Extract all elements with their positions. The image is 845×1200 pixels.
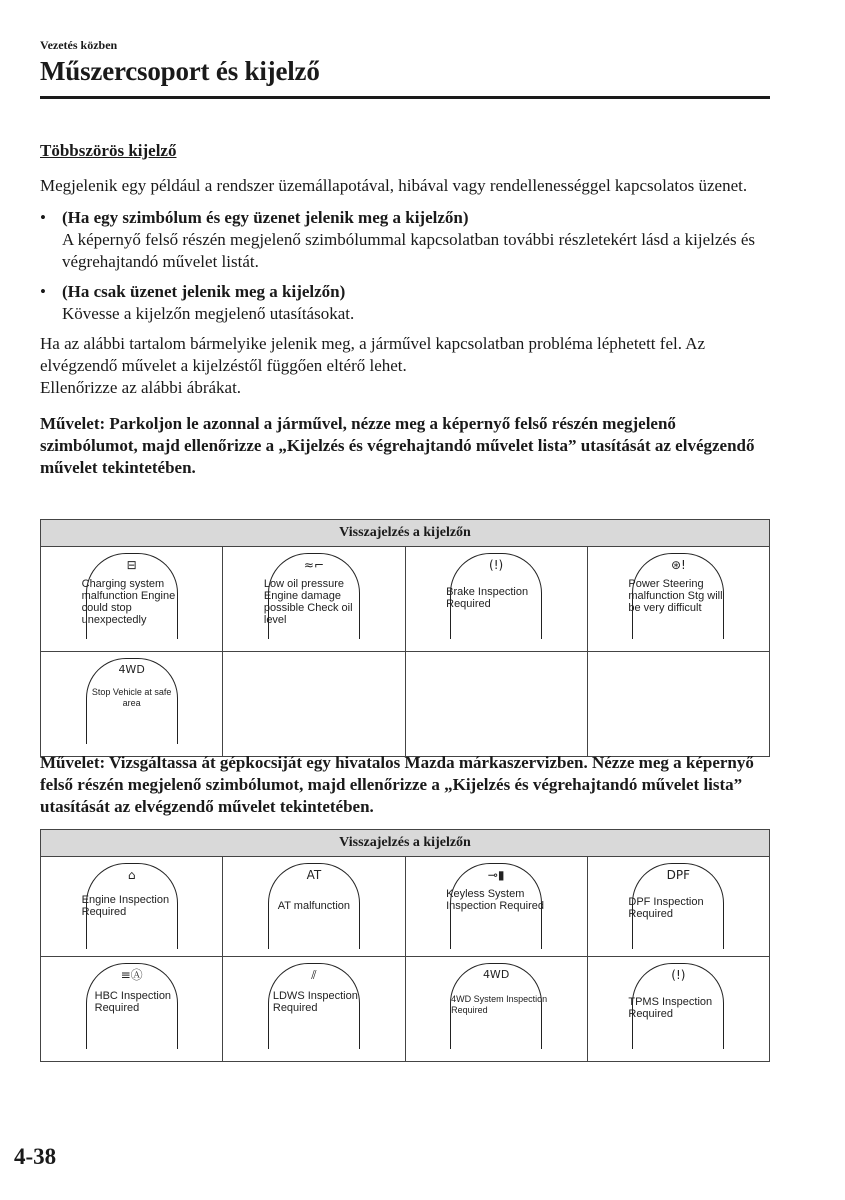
table-cell bbox=[41, 547, 223, 651]
table-cell-empty bbox=[406, 652, 588, 756]
bullet-body: A képernyő felső részén megjelenő szimbólummal kapcsolatban további részletekért lásd a kijelzés és végrehajtandó művelet listát. bbox=[62, 230, 755, 271]
display-message: Keyless System Inspection Required bbox=[446, 888, 544, 912]
display-message: TPMS Inspection Required bbox=[628, 996, 713, 1020]
action-1-text: Művelet: Parkoljon le azonnal a járművel, nézze meg a képernyő felső részén megjelenő szimbólumot, majd ellenőrizze a „Kijelzés és végrehajtandó művelet lista” utasítását az elvégzendő művelet tekintetében. bbox=[40, 414, 755, 477]
display-message: Brake Inspection Required bbox=[446, 586, 529, 610]
section-label: Vezetés közben bbox=[40, 38, 118, 52]
note-paragraph: Ha az alábbi tartalom bármelyike jelenik meg, a járművel kapcsolatban probléma léphetett fel. Az elvégzendő művelet a kijelzéstől függően eltérő lehet. bbox=[40, 334, 706, 375]
note-paragraph-2: Ellenőrizze az alábbi ábrákat. bbox=[40, 378, 242, 397]
ldws-icon: ⫽ bbox=[311, 968, 317, 982]
display-message: HBC Inspection Required bbox=[94, 990, 172, 1014]
table-cell-empty bbox=[223, 652, 405, 756]
table-row bbox=[41, 957, 769, 1061]
at-label-icon: AT bbox=[306, 868, 322, 882]
indicator-table-2 bbox=[40, 829, 770, 1062]
intro-paragraph: Megjelenik egy például a rendszer üzemállapotával, hibával vagy rendellenességgel kapcsolatos üzenet. bbox=[40, 176, 748, 195]
indicator-table-1 bbox=[40, 519, 770, 757]
table-cell bbox=[588, 857, 769, 956]
display-screen bbox=[446, 863, 544, 949]
table-row bbox=[41, 857, 769, 957]
table-cell bbox=[223, 857, 405, 956]
table-header: Visszajelzés a kijelzőn bbox=[41, 520, 769, 547]
table-cell bbox=[406, 547, 588, 651]
bullet-item bbox=[40, 207, 772, 273]
table-cell bbox=[41, 652, 223, 756]
page-number: 4-38 bbox=[14, 1144, 57, 1169]
display-screen bbox=[268, 863, 360, 949]
table-cell-empty bbox=[588, 652, 769, 756]
power-steering-icon: ⊛! bbox=[670, 558, 686, 572]
display-screen bbox=[450, 963, 548, 1049]
display-message: Charging system malfunction Engine could stop unexpectedly bbox=[81, 578, 176, 626]
dpf-label-icon: DPF bbox=[666, 868, 691, 882]
bullet-icon: • bbox=[40, 282, 46, 301]
tpms-icon: (!) bbox=[671, 968, 686, 982]
display-screen bbox=[86, 658, 178, 744]
display-screen bbox=[628, 863, 724, 949]
title-divider bbox=[40, 96, 770, 99]
oil-can-icon: ≈⌐ bbox=[303, 558, 324, 572]
4wd-label-icon: 4WD bbox=[118, 663, 145, 676]
display-screen bbox=[628, 553, 724, 639]
display-message: Power Steering malfunction Stg will be very difficult bbox=[628, 578, 723, 614]
display-screen bbox=[268, 963, 360, 1049]
battery-icon: ⊟ bbox=[126, 558, 137, 572]
table-cell bbox=[223, 547, 405, 651]
display-screen bbox=[86, 963, 178, 1049]
table-cell bbox=[406, 857, 588, 956]
display-message: 4WD System Inspection Required bbox=[451, 994, 548, 1015]
page-title: Műszercsoport és kijelző bbox=[40, 56, 320, 86]
subheading: Többszörös kijelző bbox=[40, 141, 177, 160]
table-row bbox=[41, 652, 769, 756]
bullet-body: Kövesse a kijelzőn megjelenő utasításokat. bbox=[62, 304, 355, 323]
document-body bbox=[40, 140, 772, 479]
bullet-icon: • bbox=[40, 208, 46, 227]
table-cell bbox=[588, 547, 769, 651]
hbc-icon: ≡Ⓐ bbox=[120, 968, 143, 982]
display-screen bbox=[81, 553, 178, 639]
display-message: LDWS Inspection Required bbox=[272, 990, 358, 1014]
table-cell bbox=[588, 957, 769, 1061]
table-header: Visszajelzés a kijelzőn bbox=[41, 830, 769, 857]
table-cell bbox=[41, 857, 223, 956]
display-screen bbox=[81, 863, 178, 949]
4wd-label-icon: 4WD bbox=[482, 968, 510, 981]
table-cell bbox=[406, 957, 588, 1061]
display-screen bbox=[263, 553, 360, 639]
action-2-text: Művelet: Vizsgáltassa át gépkocsiját egy hivatalos Mazda márkaszervizben. Nézze meg a képernyő felső részén megjelenő szimbólumot, majd ellenőrizze a „Kijelzés és végrehajtandó művelet lista” utasítását az elvégzendő művelet tekintetében. bbox=[40, 753, 754, 816]
key-icon: ⊸▮ bbox=[487, 868, 505, 882]
display-message: Stop Vehicle at safe area bbox=[91, 687, 172, 708]
display-message: AT malfunction bbox=[277, 900, 351, 912]
display-screen bbox=[628, 963, 724, 1049]
display-screen bbox=[446, 553, 542, 639]
display-message: DPF Inspection Required bbox=[628, 896, 704, 920]
bullet-title: (Ha csak üzenet jelenik meg a kijelzőn) bbox=[62, 282, 346, 301]
bullet-item bbox=[40, 281, 772, 325]
engine-check-icon: ⌂ bbox=[127, 868, 136, 882]
table-row bbox=[41, 547, 769, 652]
table-cell bbox=[41, 957, 223, 1061]
table-cell bbox=[223, 957, 405, 1061]
bullet-title: (Ha egy szimbólum és egy üzenet jelenik meg a kijelzőn) bbox=[62, 208, 469, 227]
brake-warning-icon: (!) bbox=[489, 558, 504, 572]
display-message: Low oil pressure Engine damage possible Check oil level bbox=[263, 578, 353, 626]
display-message: Engine Inspection Required bbox=[81, 894, 170, 918]
